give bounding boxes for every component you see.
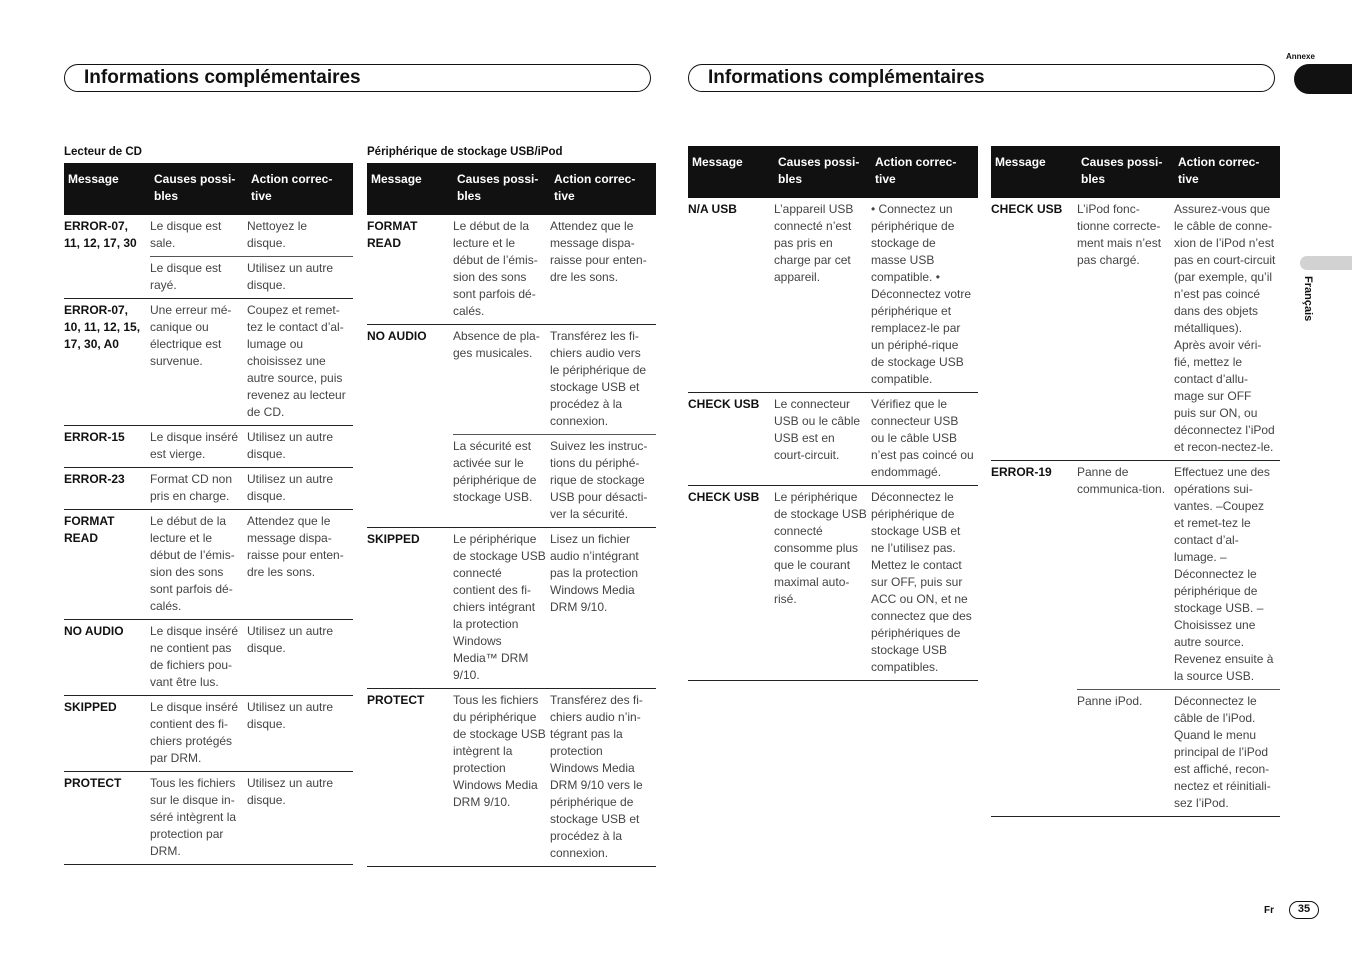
possible-cause: Format CD non pris en charge. — [150, 472, 233, 503]
possible-cause: Le périphérique de stockage USB connecté contient des fi-chiers intégrant la protection Windows Media™ DRM 9/10. — [453, 532, 546, 682]
message-code: ERROR-19 — [991, 465, 1052, 479]
corrective-action: Déconnectez le périphérique de stockage USB et ne l’utilisez pas. Mettez le contact sur OFF, puis sur ACC ou ON, et ne connectez que des périphériques de stockage USB compatibles. — [871, 490, 972, 674]
message-code: N/A USB — [688, 202, 737, 216]
ipod-table-body — [991, 198, 1280, 817]
table-row — [688, 393, 978, 486]
message-code: FORMAT READ — [367, 219, 418, 250]
possible-cause: L’appareil USB connecté n’est pas pris en charge par cet appareil. — [774, 202, 854, 284]
header-causes: Causes possi-bles — [154, 172, 236, 203]
header-message: Message — [68, 172, 119, 186]
corrective-action: Coupez et remet-tez le contact d’al-lumage ou choisissez une autre source, puis revenez au lecteur de CD. — [247, 303, 346, 419]
corrective-action: Nettoyez le disque. — [247, 219, 308, 250]
corrective-action: Utilisez un autre disque. — [247, 624, 334, 655]
possible-cause: Le connecteur USB ou le câble USB est en court-circuit. — [774, 397, 861, 462]
left-page-title: Informations complémentaires — [64, 64, 651, 92]
possible-cause: Le disque inséré est vierge. — [150, 430, 239, 461]
table-row — [367, 215, 656, 325]
message-code: NO AUDIO — [64, 624, 124, 638]
message-code: CHECK USB — [991, 202, 1063, 216]
table-row — [64, 620, 353, 696]
table-row — [64, 215, 353, 299]
corrective-action: • Connectez un périphérique de stockage de masse USB compatible. • Déconnectez votre périphérique et remplacez-le par un périphé-rique de stockage USB compatible. — [871, 202, 972, 386]
header-action: Action correc-tive — [251, 172, 333, 203]
table-row — [64, 510, 353, 620]
usb2-table-body — [688, 198, 978, 681]
message-code: ERROR-07, 10, 11, 12, 15, 17, 30, A0 — [64, 303, 141, 351]
table-row — [64, 468, 353, 510]
header-message: Message — [995, 155, 1046, 169]
table-row — [688, 198, 978, 393]
table-row — [991, 461, 1280, 817]
message-code: PROTECT — [367, 693, 425, 707]
corrective-action: Effectuez une des opérations sui-vantes. –Coupez et remet-tez le contact d’al-lumage. –Déconnectez le périphérique de stockage USB. –Choisissez une autre source. Revenez ensuite à la source USB. — [1174, 465, 1274, 683]
ipod-table-header — [991, 146, 1280, 198]
possible-cause: Une erreur mé-canique ou électrique est survenue. — [150, 303, 232, 368]
possible-cause: Le début de la lecture et le début de l’émis-sion des sons sont parfois dé-calés. — [150, 514, 235, 613]
message-code: FORMAT READ — [64, 514, 115, 545]
table-row — [367, 689, 656, 867]
table-row — [64, 696, 353, 772]
corrective-action: Lisez un fichier audio n’intégrant pas la protection Windows Media DRM 9/10. — [550, 532, 639, 614]
message-code: ERROR-15 — [64, 430, 125, 444]
possible-cause: Le disque est sale. — [150, 219, 222, 250]
header-message: Message — [371, 172, 422, 186]
cd-table-header — [64, 163, 353, 215]
corrective-action: Utilisez un autre disque. — [247, 776, 334, 807]
corrective-action: Suivez les instruc-tions du périphé-rique de stockage USB pour désacti-ver la sécurité. — [550, 439, 648, 521]
page-number: 35 — [1289, 901, 1319, 919]
table-row — [64, 426, 353, 468]
corrective-action: Utilisez un autre disque. — [247, 700, 334, 731]
cd-section-title: Lecteur de CD — [64, 146, 142, 158]
message-code: NO AUDIO — [367, 329, 427, 343]
message-code: PROTECT — [64, 776, 122, 790]
table-row — [64, 299, 353, 426]
header-causes: Causes possi-bles — [1081, 155, 1163, 186]
corrective-action: Vérifiez que le connecteur USB ou le câble USB n’est pas coincé ou endommagé. — [871, 397, 974, 479]
header-action: Action correc-tive — [1178, 155, 1260, 186]
possible-cause: Le disque est rayé. — [150, 261, 222, 292]
header-action: Action correc-tive — [875, 155, 957, 186]
cd-section — [64, 146, 353, 865]
usb-section-title: Périphérique de stockage USB/iPod — [367, 146, 563, 158]
possible-cause: Le disque inséré contient des fi-chiers protégés par DRM. — [150, 700, 239, 765]
message-code: SKIPPED — [367, 532, 420, 546]
header-causes: Causes possi-bles — [778, 155, 860, 186]
header-action: Action correc-tive — [554, 172, 636, 203]
language-tab-label: Français — [1302, 276, 1314, 322]
usb-section — [367, 146, 656, 867]
possible-cause: Tous les fichiers du périphérique de stockage USB intègrent la protection Windows Media DRM 9/10. — [453, 693, 546, 809]
message-code: SKIPPED — [64, 700, 117, 714]
cd-table-body — [64, 215, 353, 865]
corrective-action: Assurez-vous que le câble de conne-xion de l’iPod n’est pas en court-circuit (par exemple, qu’il n’est pas coincé dans des objets métalliques). Après avoir véri-fié, mettez le contact d’allu-mage sur OFF puis sur ON, ou déconnectez l’iPod et recon-nectez-le. — [1174, 202, 1276, 454]
header-causes: Causes possi-bles — [457, 172, 539, 203]
table-row — [367, 528, 656, 689]
possible-cause: Le périphérique de stockage USB connecté consomme plus que le courant maximal auto-risé. — [774, 490, 867, 606]
corrective-action: Utilisez un autre disque. — [247, 472, 334, 503]
header-message: Message — [692, 155, 743, 169]
corrective-action: Attendez que le message dispa-raisse pour enten-dre les sons. — [247, 514, 344, 579]
message-code: CHECK USB — [688, 490, 760, 504]
possible-cause: Le disque inséré ne contient pas de fichiers pou-vant être lus. — [150, 624, 239, 689]
footer-language: Fr — [1264, 905, 1274, 916]
corrective-action: Utilisez un autre disque. — [247, 430, 334, 461]
right-page-title: Informations complémentaires — [688, 64, 1275, 92]
possible-cause: La sécurité est activée sur le périphérique de stockage USB. — [453, 439, 537, 504]
message-code: ERROR-23 — [64, 472, 125, 486]
usb2-section — [688, 146, 978, 681]
possible-cause: Panne de communica-tion. — [1077, 465, 1166, 496]
usb-table-body — [367, 215, 656, 867]
annexe-tab — [1294, 64, 1352, 94]
ipod-section — [991, 146, 1280, 817]
message-code: CHECK USB — [688, 397, 760, 411]
table-row — [688, 486, 978, 681]
possible-cause: Tous les fichiers sur le disque in-séré intègrent la protection par DRM. — [150, 776, 237, 858]
language-tab — [1299, 276, 1329, 336]
possible-cause: L’iPod fonc-tionne correcte-ment mais n’est pas chargé. — [1077, 202, 1162, 267]
corrective-action: Déconnectez le câble de l’iPod. Quand le menu principal de l’iPod est affiché, recon-nectez et réinitiali-sez l’iPod. — [1174, 694, 1271, 810]
corrective-action: Attendez que le message dispa-raisse pour enten-dre les sons. — [550, 219, 647, 284]
usb-table-header — [367, 163, 656, 215]
message-code: ERROR-07, 11, 12, 17, 30 — [64, 219, 137, 250]
usb2-table-header — [688, 146, 978, 198]
annexe-label: Annexe — [1286, 52, 1315, 61]
possible-cause: Le début de la lecture et le début de l’émis-sion des sons sont parfois dé-calés. — [453, 219, 538, 318]
table-row — [64, 772, 353, 865]
possible-cause: Absence de pla-ges musicales. — [453, 329, 540, 360]
language-tab-marker — [1300, 256, 1352, 270]
table-row — [991, 198, 1280, 461]
corrective-action: Utilisez un autre disque. — [247, 261, 334, 292]
corrective-action: Transférez des fi-chiers audio n’in-tégrant pas la protection Windows Media DRM 9/10 vers le périphérique de stockage USB et procédez à la connexion. — [550, 693, 643, 860]
table-row — [367, 325, 656, 528]
possible-cause: Panne iPod. — [1077, 694, 1143, 708]
corrective-action: Transférez les fi-chiers audio vers le périphérique de stockage USB et procédez à la connexion. — [550, 329, 647, 428]
